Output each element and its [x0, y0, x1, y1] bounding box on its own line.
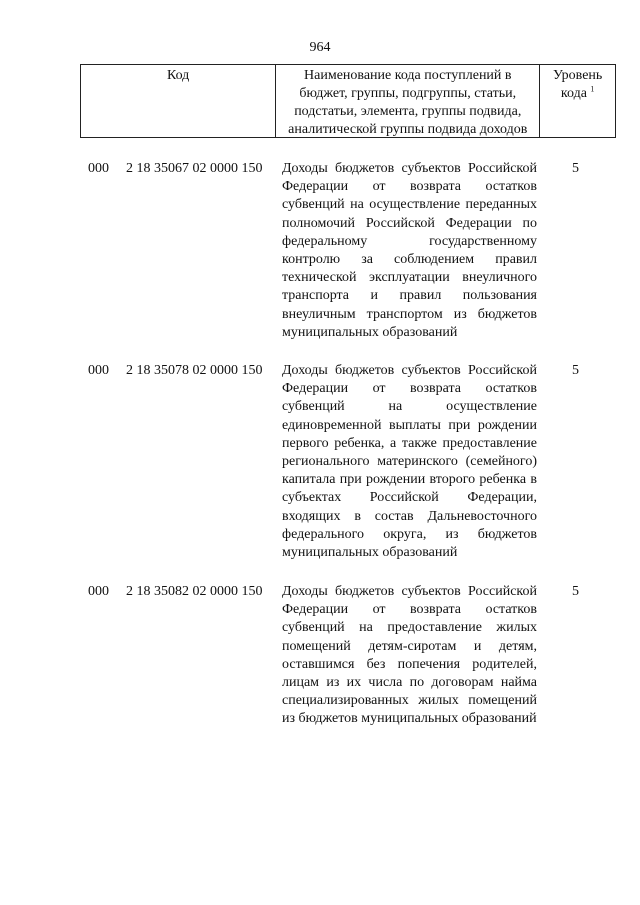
row-budget-code: 2 18 35082 02 0000 150	[126, 584, 263, 599]
row-name: Доходы бюджетов субъектов Российской Федерации от возврата остатков субвенций на осуществление переданных полномочий Российской Федерации по федеральному государственному контролю за соблюдением правил технической эксплуатации внеуличного транспорта и правил пользования внеуличным транспортом из бюджетов муниципальных образований	[282, 161, 537, 340]
row-admin-code: 000	[88, 363, 109, 378]
row-budget-code: 2 18 35067 02 0000 150	[126, 161, 263, 176]
row-name: Доходы бюджетов субъектов Российской Федерации от возврата остатков субвенций на осуществление единовременной выплаты при рождении первого ребенка, а также предоставление регионального материнского (семейного) капитала при рождении второго ребенка в субъектах Российской Федерации, входящих в состав Дальневосточного федерального округа, из бюджетов муниципальных образований	[282, 363, 537, 561]
row-level: 5	[572, 161, 579, 176]
row-name: Доходы бюджетов субъектов Российской Федерации от возврата остатков субвенций на предоставление жилых помещений детям-сиротам и детям, оставшимся без попечения родителей, лицам из их числа по договорам найма специализированных жилых помещений из бюджетов муниципальных образований	[282, 584, 537, 727]
page-number: 964	[309, 40, 331, 55]
header-level-footnote: 1	[590, 84, 595, 94]
row-admin-code: 000	[88, 584, 109, 599]
row-budget-code: 2 18 35078 02 0000 150	[126, 363, 263, 378]
header-level	[540, 65, 615, 137]
row-admin-code: 000	[88, 161, 109, 176]
row-level: 5	[572, 363, 579, 378]
row-level: 5	[572, 584, 579, 599]
table-header	[80, 64, 616, 138]
header-name: Наименование кода поступлений в бюджет, группы, подгруппы, статьи, подстатьи, элемента, группы подвида, аналитической группы подвида доходов	[276, 65, 540, 137]
header-level-label: Уровень кода	[553, 68, 603, 101]
header-code: Код	[81, 65, 276, 137]
